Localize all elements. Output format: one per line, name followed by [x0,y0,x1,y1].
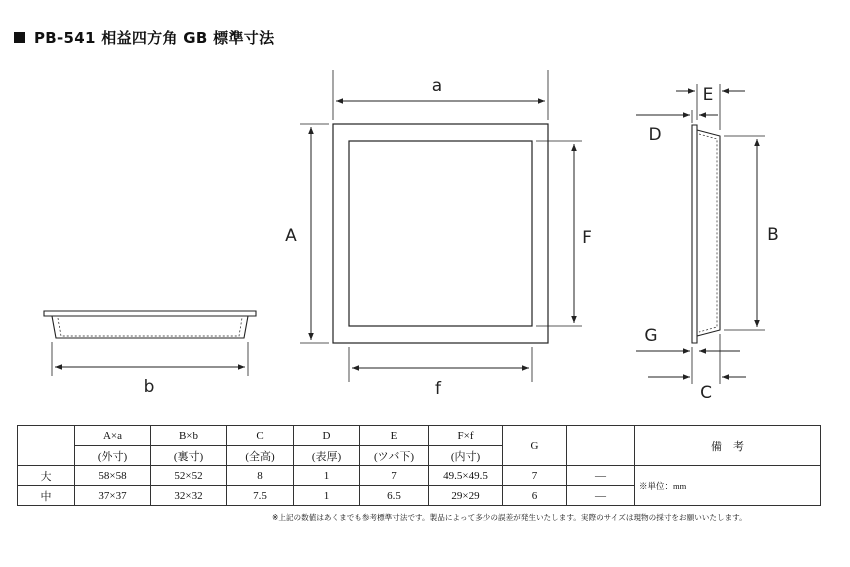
footnote: ※上記の数値はあくまでも参考標準寸法です。製品によって多少の誤差が発生いたします。実際のサイズは現物の採寸をお願いいたします。 [272,513,747,522]
table-cell: 49.5×49.5 [429,466,503,486]
table-cell: 32×32 [151,486,227,506]
col-header: D [294,426,360,446]
table-cell: 52×52 [151,466,227,486]
remarks-header: 備 考 [635,426,821,466]
row-size-label: 中 [18,486,75,506]
inner-opening [349,141,532,326]
col-header: G [503,426,567,466]
label-f: f [435,379,441,399]
table-cell: — [567,486,635,506]
table-cell: 6.5 [360,486,429,506]
table-cell: 1 [294,466,360,486]
col-subheader: (ツバ下) [360,446,429,466]
front-view [300,70,582,382]
col-header: E [360,426,429,446]
label-G: G [644,326,658,346]
col-header: A×a [75,426,151,446]
table-cell: 58×58 [75,466,151,486]
col-subheader: (表厚) [294,446,360,466]
label-a: a [431,76,443,96]
label-C: C [700,383,712,403]
label-D: D [648,125,662,145]
table-cell: 7.5 [227,486,294,506]
spec-table [17,425,821,506]
col-subheader: (内寸) [429,446,503,466]
table-cell: 6 [503,486,567,506]
table-cell: 37×37 [75,486,151,506]
label-B: B [767,225,779,245]
col-header: B×b [151,426,227,446]
label-b: b [143,377,155,397]
col-subheader: (全高) [227,446,294,466]
outer-frame [333,124,548,343]
col-header: C [227,426,294,446]
col-header: F×f [429,426,503,446]
row-size-label: 大 [18,466,75,486]
table-row [18,466,821,486]
remarks-note: ※単位：mm [635,466,821,506]
label-F: F [582,228,592,248]
col-subheader: (裏寸) [151,446,227,466]
table-cell: 7 [360,466,429,486]
label-E: E [702,85,714,105]
table-cell: 7 [503,466,567,486]
col-header-blank [567,426,635,466]
table-cell: 1 [294,486,360,506]
table-cell: 8 [227,466,294,486]
col-subheader: (外寸) [75,446,151,466]
label-A: A [285,226,297,246]
title-text: PB-541 相益四方角 GB 標準寸法 [34,29,275,47]
bottom-side-view [44,311,256,376]
table-cell: 29×29 [429,486,503,506]
corner-cell [18,426,75,466]
table-header-row [18,426,821,446]
table-cell: — [567,466,635,486]
